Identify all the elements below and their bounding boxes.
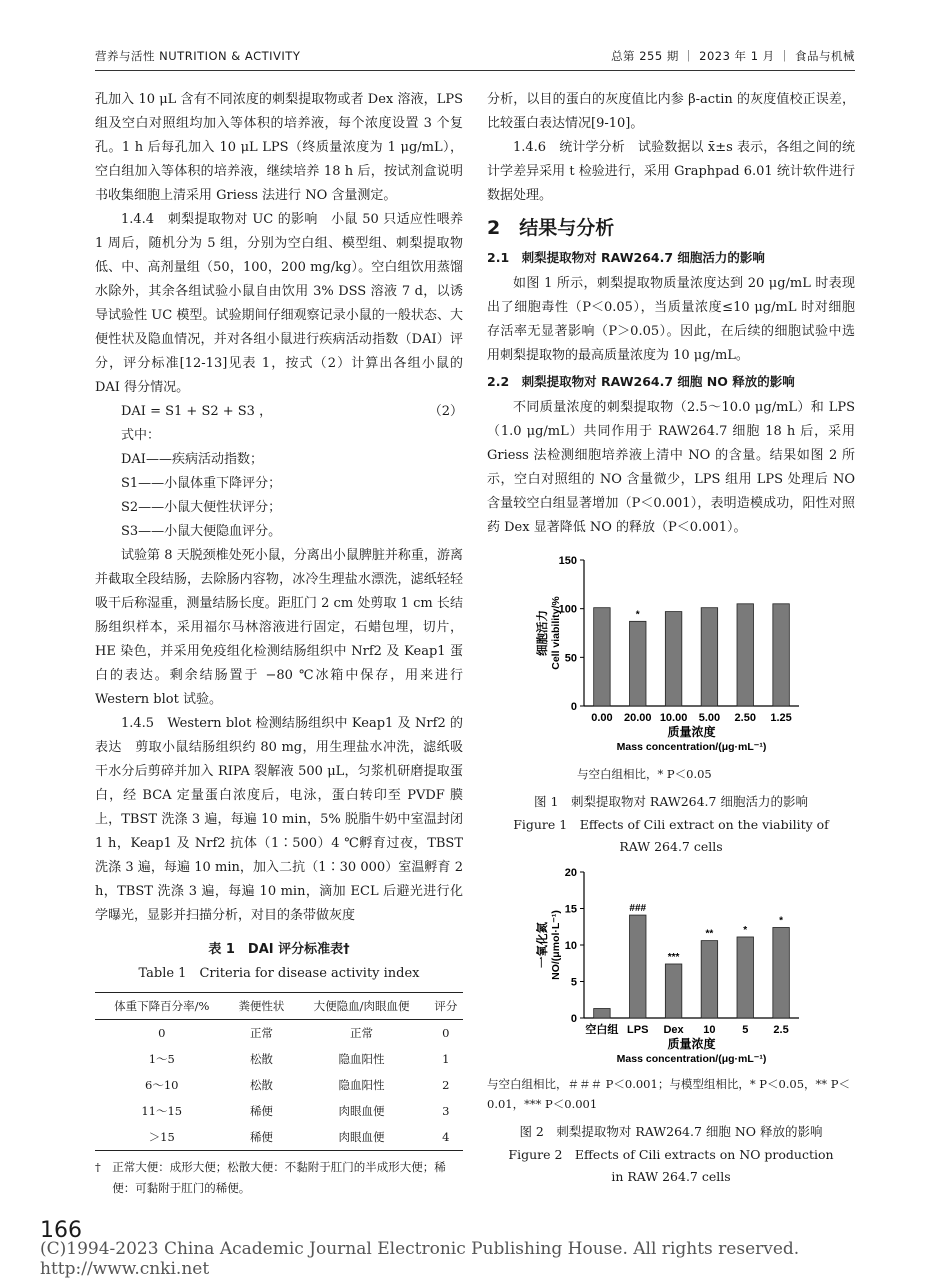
y-tick-label: 50 [564,652,577,665]
bar [665,612,681,706]
x-tick-label: 空白组 [585,1024,619,1036]
y-tick-label: 20 [564,867,577,879]
equation [95,400,463,424]
bar [630,621,646,706]
table-cell: 隐血阳性 [338,1078,385,1092]
running-header-right: 总第 255 期 ｜ 2023 年 1 月 ｜ 食品与机械 [611,49,855,63]
data-label: *** [667,951,680,963]
table-cell: 稀便 [229,1124,295,1151]
y-axis-label-cn: 细胞活力 [535,610,549,656]
figure-2-caption-en: Figure 2 Effects of Cili extracts on NO production in RAW 264.7 cells [508,1147,834,1184]
x-tick-label: 10 [703,1024,716,1036]
table-header: 大便隐血/肉眼血便 [294,993,428,1020]
bar [630,915,646,1018]
x-tick-label: 2.50 [734,712,756,724]
y-tick-label: 100 [558,603,577,616]
x-tick-label: 2.5 [773,1024,789,1036]
x-tick-label: LPS [627,1024,649,1036]
header-rule [95,70,855,71]
table-cell: 11～15 [141,1104,183,1118]
data-label: * [779,915,784,927]
left-column [95,88,463,1199]
x-axis-label-en: Mass concentration/(μg·mL⁻¹) [616,741,767,753]
definition: S3——小鼠大便隐血评分。 [121,524,282,539]
figure-1-chart [487,554,855,764]
table-cell: 稀便 [249,1104,273,1118]
y-tick-label: 0 [570,1013,577,1025]
x-tick-label: 0.00 [591,712,613,724]
bar [665,964,681,1018]
x-tick-label: Dex [663,1024,684,1036]
y-tick-label: 10 [564,940,577,952]
paragraph: 1.4.6 统计学分析 试验数据以 x̄±s 表示，各组之间的统计学差异采用 t 检验进行，采用 Graphpad 6.01 统计软件进行数据处理。 [487,140,855,203]
equation-body: DAI = S1 + S2 + S3 ， [121,404,273,419]
table-cell: 6～10 [145,1078,179,1092]
data-label: * [635,609,640,621]
table-cell: 3 [442,1104,450,1118]
paragraph: 孔加入 10 μL 含有不同浓度的刺梨提取物或者 Dex 溶液，LPS 组及空白对照组均加入等体积的培养液，每个浓度设置 3 个复孔。1 h 后每孔加入 10 μL LPS（终质量浓度为 1 μg/mL），空白组加入等体积的培养液，继续培养 18 h 后，按试剂盒说明书收集细胞上清采用 Griess 法进行 NO 含量测定。 [95,92,463,203]
table-footnote: † 正常大便：成形大便；松散大便：不黏附于肛门的半成形大便；稀便：可黏附于肛门的稀便。 [95,1160,446,1195]
page-number: 166 [40,1218,82,1243]
figure-1-caption-en: Figure 1 Effects of Cili extract on the viability of RAW 264.7 cells [513,817,829,854]
table-title-cn: 表 1 DAI 评分标准表† [208,942,350,957]
bar [701,608,717,706]
table-title-en: Table 1 Criteria for disease activity index [138,966,420,981]
equation-number: （2） [428,404,463,419]
table-cell: 1 [442,1052,450,1066]
figure-2 [487,866,855,1188]
copyright-line: (C)1994-2023 China Academic Journal Electronic Publishing House. All rights reserved. http://www.cnki.net [40,1239,817,1279]
paragraph: 1.4.5 Western blot 检测结肠组织中 Keap1 及 Nrf2 的表达 剪取小鼠结肠组织约 80 mg，用生理盐水冲洗，滤纸吸干水分后剪碎并加入 RIPA 裂解液 500 μL，匀浆机研磨提取蛋白，经 BCA 定量蛋白浓度后，电泳，蛋白转印至 PVDF 膜上，TBST 洗涤 3 遍，每遍 10 min，5% 脱脂牛奶中室温封闭 1 h，Keap1 及 Nrf2 抗体（1∶500）4 ℃孵育过夜，TBST 洗涤 3 遍，每遍 10 min，加入二抗（1∶30 000）室温孵育 2 h，TBST 洗涤 3 遍，每遍 10 min，滴加 ECL 后避光进行化学曝光，显影并扫描分析，对目的条带做灰度 [95,716,463,923]
x-tick-label: 5.00 [698,712,721,724]
paragraph: 分析，以目的蛋白的灰度值比内参 β-actin 的灰度值校正误差，比较蛋白表达情况[9-10]。 [487,92,855,131]
bar [594,608,610,706]
paragraph: 如图 1 所示，刺梨提取物质量浓度达到 20 μg/mL 时表现出了细胞毒性（P＜0.05），当质量浓度≤10 μg/mL 时对细胞存活率无显著影响（P＞0.05）。因此，在后续的细胞试验中选用刺梨提取物的最高质量浓度为 10 μg/mL。 [487,276,855,363]
table-header: 粪便性状 [229,993,295,1020]
table-row [95,1020,463,1047]
right-column [487,88,855,1188]
paragraph: 试验第 8 天脱颈椎处死小鼠，分离出小鼠脾脏并称重，游离并截取全段结肠，去除肠内容物，冰冷生理盐水漂洗，滤纸轻轻吸干后称湿重，测量结肠长度。距肛门 2 cm 处剪取 1 cm 长结肠组织样本，采用福尔马林溶液进行固定，石蜡包埋，切片，HE 染色，并采用免疫组化检测结肠组织中 Nrf2 及 Keap1 蛋白的表达。剩余结肠置于 −80 ℃冰箱中保存，用来进行 Western blot 试验。 [95,548,463,707]
x-axis-label-cn: 质量浓度 [667,1037,716,1051]
definition: S1——小鼠体重下降评分； [121,476,282,491]
figure-2-note: 与空白组相比，＃＃＃ P＜0.001；与模型组相比，* P＜0.05，** P＜0.01，*** P＜0.001 [487,1077,850,1111]
data-label: * [743,924,748,936]
table-cell: 肉眼血便 [294,1124,428,1151]
table-cell: 0 [442,1026,450,1040]
y-axis-label-en: NO/(μmol·L⁻¹) [550,910,562,980]
table-cell: ＞15 [95,1124,229,1151]
running-header-left: 营养与活性 NUTRITION & ACTIVITY [95,49,301,63]
table-cell: 4 [429,1124,463,1151]
x-axis-label-en: Mass concentration/(μg·mL⁻¹) [616,1053,767,1065]
dai-table [95,992,463,1151]
table-cell: 正常 [249,1026,273,1040]
table-row [95,1124,463,1151]
x-tick-label: 1.25 [770,712,792,724]
definition: DAI——疾病活动指数； [121,452,263,467]
subsection-heading: 2.1 刺梨提取物对 RAW264.7 细胞活力的影响 [487,250,765,265]
table-cell: 0 [158,1026,166,1040]
bar [701,941,717,1018]
table-row [95,1072,463,1098]
bar [737,604,753,706]
table-cell: 2 [442,1078,450,1092]
table-row [95,1098,463,1124]
table-header: 体重下降百分率/% [95,993,229,1020]
y-tick-label: 5 [570,976,577,989]
table-cell: 隐血阳性 [338,1052,385,1066]
paragraph: 不同质量浓度的刺梨提取物（2.5～10.0 μg/mL）和 LPS（1.0 μg/mL）共同作用于 RAW264.7 细胞 18 h 后，采用 Griess 法检测细胞培养液上清中 NO 的含量。结果如图 2 所示，空白对照组的 NO 含量微少，LPS 组用 LPS 处理后 NO 含量较空白组显著增加（P＜0.001），表明造模成功，阳性对照药 Dex 显著降低 NO 的释放（P＜0.001）。 [487,400,855,535]
subsection-heading: 2.2 刺梨提取物对 RAW264.7 细胞 NO 释放的影响 [487,374,795,389]
definition: S2——小鼠大便性状评分； [121,500,282,515]
section-heading: 2 结果与分析 [487,217,615,239]
y-axis-label-cn: 一氧化氮 [535,922,549,968]
x-tick-label: 5 [742,1024,749,1036]
table-cell: 肉眼血便 [338,1104,385,1118]
bar [594,1009,610,1018]
x-tick-label: 10.00 [659,712,688,724]
y-axis-label-en: Cell viability/% [550,596,562,670]
bar [737,937,753,1018]
figure-1-note: 与空白组相比，* P＜0.05 [577,767,712,781]
figure-1-caption-cn: 图 1 刺梨提取物对 RAW264.7 细胞活力的影响 [534,794,808,809]
table-cell: 正常 [350,1026,374,1040]
figure-2-caption-cn: 图 2 刺梨提取物对 RAW264.7 细胞 NO 释放的影响 [519,1124,823,1139]
table-cell: 松散 [249,1052,273,1066]
x-tick-label: 20.00 [623,712,652,724]
table-row [95,1046,463,1072]
bar [773,927,789,1018]
y-tick-label: 0 [570,701,577,713]
table-cell: 松散 [249,1078,273,1092]
y-tick-label: 150 [558,555,577,567]
bar [773,604,789,706]
data-label: ** [705,928,714,940]
where-label: 式中： [121,428,161,443]
figure-2-chart [487,866,855,1074]
table-cell: 1～5 [148,1052,175,1066]
x-axis-label-cn: 质量浓度 [667,725,716,739]
y-tick-label: 15 [564,903,577,916]
data-label: ### [629,903,647,915]
figure-1 [487,554,855,858]
table-header: 评分 [429,993,463,1020]
paragraph: 1.4.4 刺梨提取物对 UC 的影响 小鼠 50 只适应性喂养 1 周后，随机分为 5 组，分别为空白组、模型组、刺梨提取物低、中、高剂量组（50，100，200 mg/kg）。空白组饮用蒸馏水除外，其余各组试验小鼠自由饮用 3% DSS 溶液 7 d，以诱导试验性 UC 模型。试验期间仔细观察记录小鼠的一般状态、大便性状及隐血情况，并对各组小鼠进行疾病活动指数（DAI）评分，评分标准[12-13]见表 1，按式（2）计算出各组小鼠的 DAI 得分情况。 [95,212,463,395]
